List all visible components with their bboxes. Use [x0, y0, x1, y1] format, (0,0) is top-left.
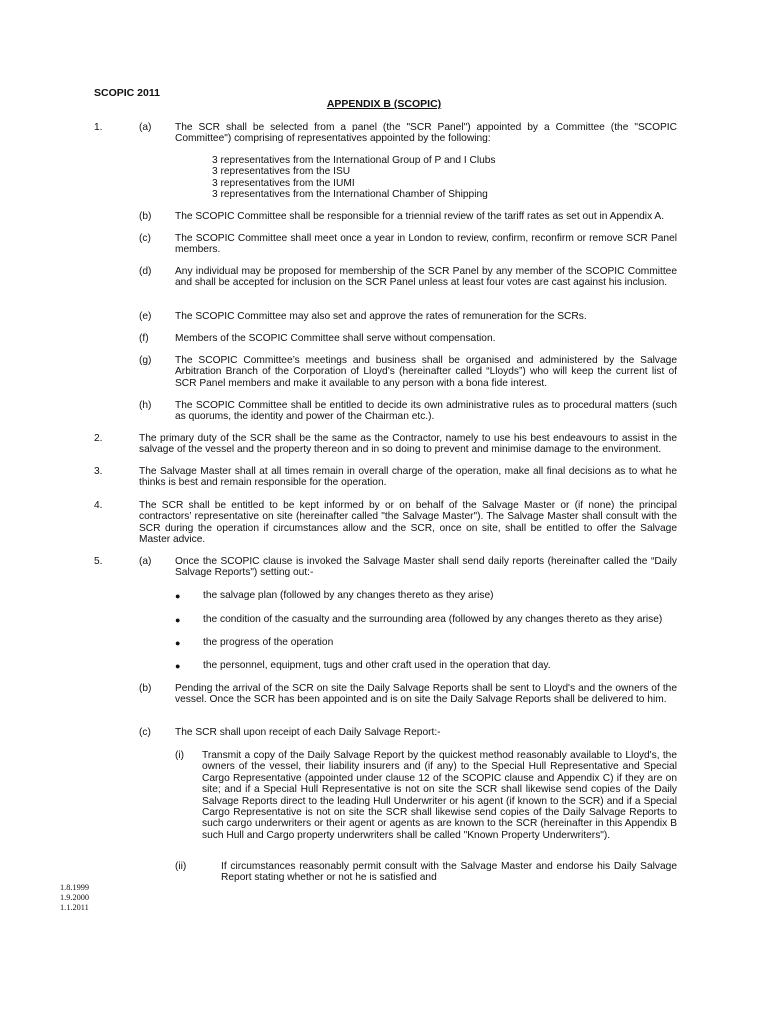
representatives-list — [212, 155, 612, 201]
paragraph: Any individual may be proposed for membership of the SCR Panel by any member of the SCOPIC Committee and shall be accepted for inclusion on the SCR Panel unless at least four votes are cast against his inclusion. — [175, 266, 677, 289]
clause-number: 4. — [94, 500, 103, 511]
paragraph: The primary duty of the SCR shall be the same as the Contractor, namely to use his best endeavours to assist in the salvage of the vessel and the property thereon and in so doing to prevent and minimise damage to the environment. — [139, 433, 677, 456]
list-item: 3 representatives from the IUMI — [212, 177, 355, 189]
paragraph: The SCOPIC Committee’s meetings and business shall be organised and administered by the Salvage Arbitration Branch of the Corporation of Lloyd’s (hereinafter called “Lloyds”) who will keep the current list of SCR Panel members and make it available to any person with a bona fide interest. — [175, 355, 677, 389]
list-item: 3 representatives from the ISU — [212, 166, 351, 178]
paragraph: The SCOPIC Committee shall be responsible for a triennial review of the tariff rates as set out in Appendix A. — [175, 211, 665, 222]
clause-number: 2. — [94, 433, 103, 444]
bullet-icon: ● — [175, 661, 181, 671]
list-item: the condition of the casualty and the surrounding area (followed by any changes thereto as they arise) — [203, 614, 663, 625]
revision-date: 1.1.2011 — [60, 903, 89, 912]
page-title: APPENDIX B (SCOPIC) — [326, 98, 442, 110]
bullet-icon: ● — [175, 615, 181, 625]
document-header: SCOPIC 2011 — [94, 87, 160, 99]
list-item: the progress of the operation — [203, 637, 334, 648]
bullet-icon: ● — [175, 638, 181, 648]
paragraph: The SCOPIC Committee shall be entitled to decide its own administrative rules as to procedural matters (such as quorums, the identity and power of the Chairman etc.). — [175, 400, 677, 423]
sub-clause-label: (c) — [139, 727, 151, 738]
clause-number: 5. — [94, 556, 103, 567]
revision-date: 1.8.1999 — [60, 883, 90, 892]
bullet-icon: ● — [175, 591, 181, 601]
paragraph: The SCR shall be selected from a panel (the "SCR Panel") appointed by a Committee (the "SCOPIC Committee") comprising of representatives appointed by the following: — [175, 122, 677, 145]
paragraph: The SCR shall upon receipt of each Daily Salvage Report:- — [175, 727, 441, 738]
clause-number: 3. — [94, 466, 103, 477]
sub-clause-label: (b) — [139, 211, 152, 222]
paragraph: Members of the SCOPIC Committee shall serve without compensation. — [175, 333, 496, 344]
paragraph: The SCOPIC Committee may also set and approve the rates of remuneration for the SCRs. — [175, 311, 587, 322]
paragraph: Pending the arrival of the SCR on site the Daily Salvage Reports shall be sent to Lloyd's and the owners of the vessel. Once the SCR has been appointed and is on site the Daily Salvage Reports shall be delivered to him. — [175, 683, 677, 706]
paragraph: Transmit a copy of the Daily Salvage Report by the quickest method reasonably available to Lloyd's, the owners of the vessel, their liability insurers and (if any) to the Special Hull Representative and Special Cargo Representative (appointed under clause 12 of the SCOPIC clause and Appendix C) if they are on site; and if a Special Hull Representative is not on site the SCR shall likewise send copies of the Daily Salvage Reports direct to the leading Hull Underwriter or his agent (if known to the SCR) and if a Special Cargo Representative is not on site the SCR shall likewise send copies of the Daily Salvage Reports to such cargo underwriters or their agent or agents as are known to the SCR (hereinafter in this Appendix B such Hull and Cargo property underwriters shall be called "Known Property Underwriters"). — [202, 750, 677, 841]
sub-clause-label: (b) — [139, 683, 152, 694]
list-item: 3 representatives from the International Chamber of Shipping — [212, 189, 488, 201]
sub-clause-label: (a) — [139, 122, 152, 133]
sub-clause-label: (i) — [175, 750, 185, 761]
sub-clause-label: (d) — [139, 266, 152, 277]
list-item: the salvage plan (followed by any changes thereto as they arise) — [203, 590, 494, 601]
sub-clause-label: (c) — [139, 233, 151, 244]
paragraph: If circumstances reasonably permit consult with the Salvage Master and endorse his Daily Salvage Report stating whether or not he is satisfied and — [221, 861, 677, 884]
sub-clause-label: (f) — [139, 333, 149, 344]
sub-clause-label: (e) — [139, 311, 152, 322]
revision-dates — [60, 883, 89, 913]
list-item: the personnel, equipment, tugs and other craft used in the operation that day. — [203, 660, 551, 671]
sub-clause-label: (ii) — [175, 861, 187, 872]
revision-date: 1.9.2000 — [60, 893, 90, 902]
sub-clause-label: (h) — [139, 400, 152, 411]
list-item: 3 representatives from the International Group of P and I Clubs — [212, 155, 496, 166]
paragraph: Once the SCOPIC clause is invoked the Salvage Master shall send daily reports (hereinafter called the “Daily Salvage Reports") setting out:- — [175, 556, 677, 579]
paragraph: The SCR shall be entitled to be kept informed by or on behalf of the Salvage Master or (if none) the principal contractors’ representative on site (hereinafter called "the Salvage Master"). The Salvage Master shall consult with the SCR during the operation if circumstances allow and the SCR, once on site, shall be entitled to offer the Salvage Master advice. — [139, 500, 677, 546]
sub-clause-label: (a) — [139, 556, 152, 567]
paragraph: The Salvage Master shall at all times remain in overall charge of the operation, make all final decisions as to what he thinks is best and remain responsible for the operation. — [139, 466, 677, 489]
clause-number: 1. — [94, 122, 103, 133]
sub-clause-label: (g) — [139, 355, 152, 366]
paragraph: The SCOPIC Committee shall meet once a year in London to review, confirm, reconfirm or remove SCR Panel members. — [175, 233, 677, 256]
